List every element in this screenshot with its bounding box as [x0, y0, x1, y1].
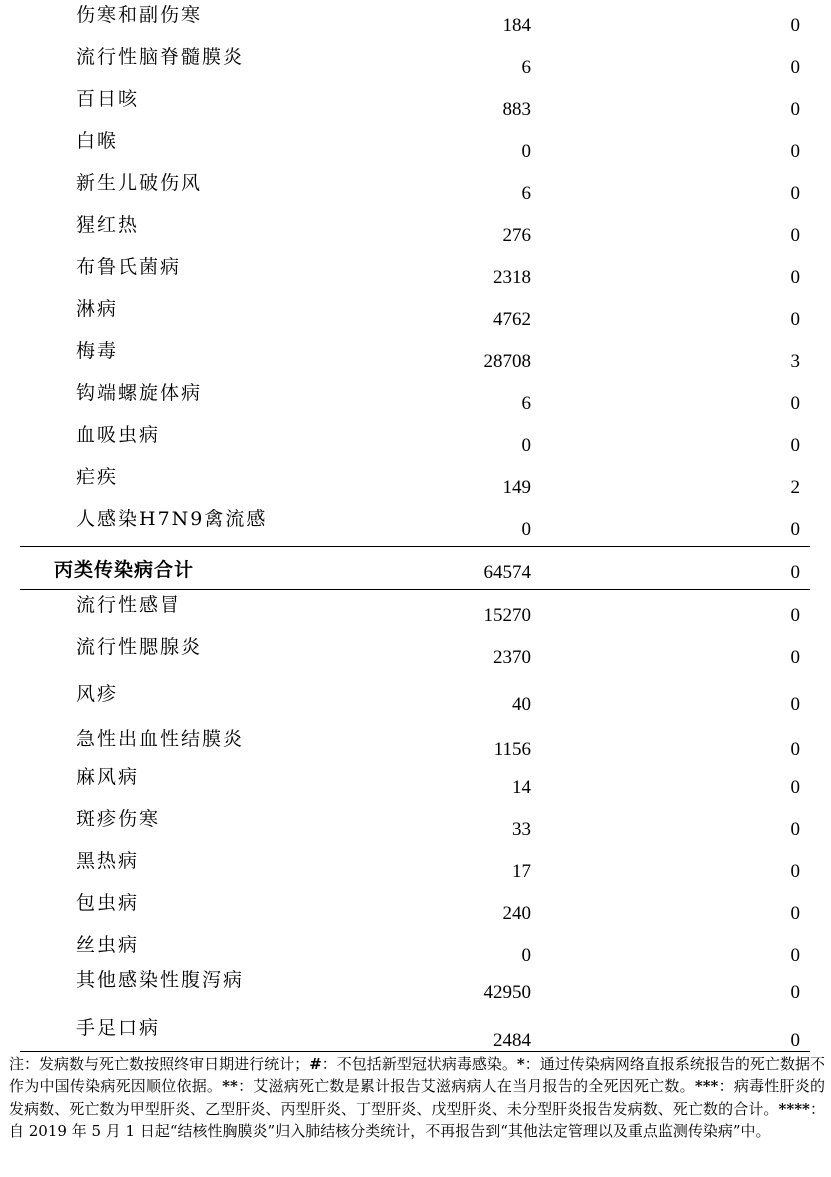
case-count: 33 [512, 819, 531, 840]
disease-name: 布鲁氏菌病 [76, 256, 182, 278]
footnote-text: ：不包括新型冠状病毒感染。 [321, 1055, 517, 1073]
footnote-text: ：艾滋病死亡数是累计报告艾滋病病人在当月报告的全死因死亡数。 [237, 1077, 695, 1096]
case-count: 276 [502, 225, 531, 246]
death-count: 0 [790, 141, 800, 162]
total-label: 丙类传染病合计 [54, 559, 195, 581]
death-count: 0 [790, 777, 800, 798]
case-count: 6 [521, 57, 531, 78]
disease-name: 流行性感冒 [76, 594, 182, 616]
case-count: 2318 [493, 267, 531, 288]
death-count: 0 [790, 694, 800, 715]
table-row [0, 4, 831, 34]
death-count: 0 [790, 605, 800, 626]
disease-name: 流行性腮腺炎 [76, 636, 203, 658]
death-count: 0 [790, 99, 800, 120]
table-row [0, 892, 831, 922]
case-count: 4762 [493, 309, 531, 330]
footnote-marker: * [516, 1055, 525, 1073]
case-count: 2370 [493, 647, 531, 668]
table-row [0, 382, 831, 412]
footnote-text: ：自 2019 年 5 月 1 日起“结核性胸膜炎”归入肺结核分类统计，不再报告到“其他法定管理以及重点监测传染病”中。 [9, 1099, 825, 1141]
case-count: 149 [502, 477, 531, 498]
case-count: 883 [502, 99, 531, 120]
death-count: 3 [790, 351, 800, 372]
disease-name: 猩红热 [76, 214, 140, 236]
death-count: 0 [790, 982, 800, 1003]
disease-name: 流行性脑脊髓膜炎 [76, 46, 245, 68]
table-row [0, 298, 831, 328]
table-row [0, 256, 831, 286]
disease-name: 钩端螺旋体病 [76, 382, 203, 404]
table-row [0, 1017, 831, 1051]
table-row [0, 683, 831, 713]
table-row [0, 808, 831, 838]
disease-name: 其他感染性腹泻病 [76, 969, 245, 991]
table-row [0, 424, 831, 454]
table-row [0, 508, 831, 538]
death-count: 0 [790, 519, 800, 540]
death-count: 0 [790, 435, 800, 456]
total-row [0, 545, 831, 589]
case-count: 1156 [493, 739, 531, 760]
table-row [0, 214, 831, 244]
disease-name: 疟疾 [76, 466, 119, 488]
case-count: 240 [502, 903, 531, 924]
death-count: 0 [790, 903, 800, 924]
case-count: 6 [521, 183, 531, 204]
disease-name: 急性出血性结膜炎 [76, 728, 245, 750]
case-count: 17 [512, 861, 531, 882]
table-row [0, 130, 831, 160]
table-row [0, 172, 831, 202]
death-count: 0 [790, 15, 800, 36]
case-count: 15270 [483, 605, 531, 626]
disease-name: 丝虫病 [76, 934, 140, 956]
disease-name: 梅毒 [76, 340, 119, 362]
table-row [0, 934, 831, 964]
disease-name: 包虫病 [76, 892, 140, 914]
total-cases: 64574 [483, 562, 531, 583]
death-count: 0 [790, 183, 800, 204]
disease-name: 人感染H7N9禽流感 [76, 508, 268, 530]
case-count: 184 [502, 15, 531, 36]
death-count: 0 [790, 393, 800, 414]
disease-name: 百日咳 [76, 88, 140, 110]
case-count: 2484 [493, 1030, 531, 1051]
total-deaths: 0 [790, 562, 800, 583]
footnote [9, 1053, 825, 1143]
death-count: 0 [790, 739, 800, 760]
footnote-marker: # [309, 1055, 322, 1073]
death-count: 0 [790, 267, 800, 288]
disease-name: 黑热病 [76, 850, 140, 872]
table-row [0, 340, 831, 370]
case-count: 42950 [483, 982, 531, 1003]
footnote-text: 注：发病数与死亡数按照终审日期进行统计； [9, 1055, 310, 1073]
death-count: 0 [790, 57, 800, 78]
table-row [0, 594, 831, 624]
disease-name: 血吸虫病 [76, 424, 161, 446]
case-count: 0 [521, 435, 531, 456]
disease-name: 白喉 [76, 130, 119, 152]
table-row [0, 766, 831, 796]
case-count: 0 [521, 945, 531, 966]
table-row [0, 850, 831, 880]
footnote-text: ：通过传染病网络直报系统报告的死亡数据不作为中国传染病死因顺位依据。 [9, 1055, 825, 1096]
table-row [0, 466, 831, 496]
death-count: 0 [790, 819, 800, 840]
case-count: 0 [521, 519, 531, 540]
death-count: 0 [790, 945, 800, 966]
footnote-text: ：病毒性肝炎的发病数、死亡数为甲型肝炎、乙型肝炎、丙型肝炎、丁型肝炎、戊型肝炎、未分型肝炎报告发病数、死亡数的合计。 [9, 1077, 825, 1118]
death-count: 0 [790, 225, 800, 246]
disease-name: 手足口病 [76, 1017, 161, 1039]
table-row [0, 969, 831, 1003]
case-count: 0 [521, 141, 531, 162]
disease-name: 伤寒和副伤寒 [76, 4, 203, 26]
footnote-marker: ** [222, 1077, 238, 1096]
death-count: 0 [790, 309, 800, 330]
disease-name: 斑疹伤寒 [76, 808, 161, 830]
disease-name: 新生儿破伤风 [76, 172, 203, 194]
table-divider-bottom [20, 589, 810, 590]
death-count: 0 [790, 1030, 800, 1051]
table-row [0, 88, 831, 118]
death-count: 0 [790, 647, 800, 668]
disease-name: 淋病 [76, 298, 119, 320]
death-count: 2 [790, 477, 800, 498]
table-row [0, 46, 831, 76]
case-count: 14 [512, 777, 531, 798]
case-count: 28708 [483, 351, 531, 372]
table-bottom-rule [20, 1051, 810, 1052]
footnote-marker: *** [694, 1077, 719, 1096]
footnote-marker: **** [778, 1099, 810, 1118]
case-count: 6 [521, 393, 531, 414]
table-row [0, 728, 831, 758]
disease-name: 风疹 [76, 683, 119, 705]
table-row [0, 636, 831, 666]
death-count: 0 [790, 861, 800, 882]
disease-name: 麻风病 [76, 766, 140, 788]
case-count: 40 [512, 694, 531, 715]
